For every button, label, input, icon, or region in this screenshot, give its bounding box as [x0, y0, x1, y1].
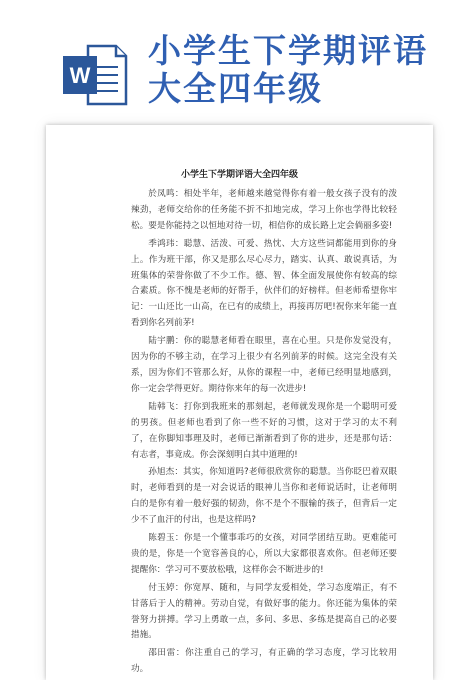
word-document-icon: [60, 40, 130, 110]
comment-paragraph: 邵田雷：你注重自己的学习，有正确的学习态度，学习比较用功。: [131, 648, 397, 675]
page-title-line-1: 小学生下学期评语: [148, 31, 428, 70]
header: [0, 0, 474, 118]
comment-paragraph: 陆韩飞：打你到我班来的那刻起，老师就发现你是一个聪明可爱的男孩。但老师也看到了你一些不好的习惯，这对于学习的太不利了，在你脚知事理及时，老师已渐渐看到了你的进步，还是那句话：有志者，事竟成。你会深刻明白其中道理的!: [131, 401, 397, 460]
comment-paragraph: 陆宇鹏：你的聪慧老师看在眼里，喜在心里。只是你发觉没有，因为你的不够主动，在学习上很少有名列前茅的时候。这完全没有关系，因为你们不管那么好，从你的课程一中，老师已经明显地感到，你一定会学得更好。期待你来年的每一次进步!: [131, 336, 397, 394]
comment-paragraph: 陈碧玉：你是一个懂事乖巧的女孩，对同学团结互助。更难能可贵的是，你是一个宽容善良的心，所以大家都很喜欢你。但老师还要提醒你：学习可不要放松哦，这样你会不断进步的!: [131, 533, 397, 575]
comment-paragraph: 於凤鸣：相处半年，老师越来越觉得你有着一般女孩子没有的泼辣劲，老师交给你的任务能不折不扣地完成，学习上你也学得比较轻松。要是你能持之以恒地对待一切，相信你的成长路上定会倘丽多姿!: [131, 189, 397, 231]
comment-paragraph: 付玉婷：你宽厚、随和，与同学友爱相处，学习态度端正，有不甘落后于人的精神。劳动自觉，有做好事的能力。你还能为集体的荣誉努力拼搏。学习上勇敢一点，多问、多思、多练是提高自己的必要措施。: [131, 582, 397, 641]
page-title-line-2: 大全四年级: [148, 69, 323, 108]
comment-paragraph: 季鸿玮：聪慧、活泼、可爱、热忱、大方这些词都能用到你的身上。作为班干部，你又是那么尽心尽力，踏实、认真、敢说真话，为班集体的荣誉你做了不少工作。德、智、体全面发展使你有较高的综合素质。你不愧是老师的好帮手，伙伴们的好榜样。但老师希望你牢记：一山还比一山高，在已有的成绩上，再接再厉吧!祝你来年能一直看到你名列前茅!: [131, 238, 397, 329]
document-body: [131, 187, 397, 680]
comment-paragraph: 孙旭杰：其实，你知道吗?老师很欣赏你的聪慧。当你眨巴着双眼时，老师看到的是一对会说话的眼神儿当你和老师说话时，让老师明白的是你有着一般好强的韧劲，你不是个不服输的孩子，但背后一定少不了血汗的付出，也是这样吗?: [131, 467, 397, 526]
svg-text:W: W: [69, 63, 91, 88]
document-page: [46, 125, 433, 680]
document-title: 小学生下学期评语大全四年级: [180, 170, 298, 180]
